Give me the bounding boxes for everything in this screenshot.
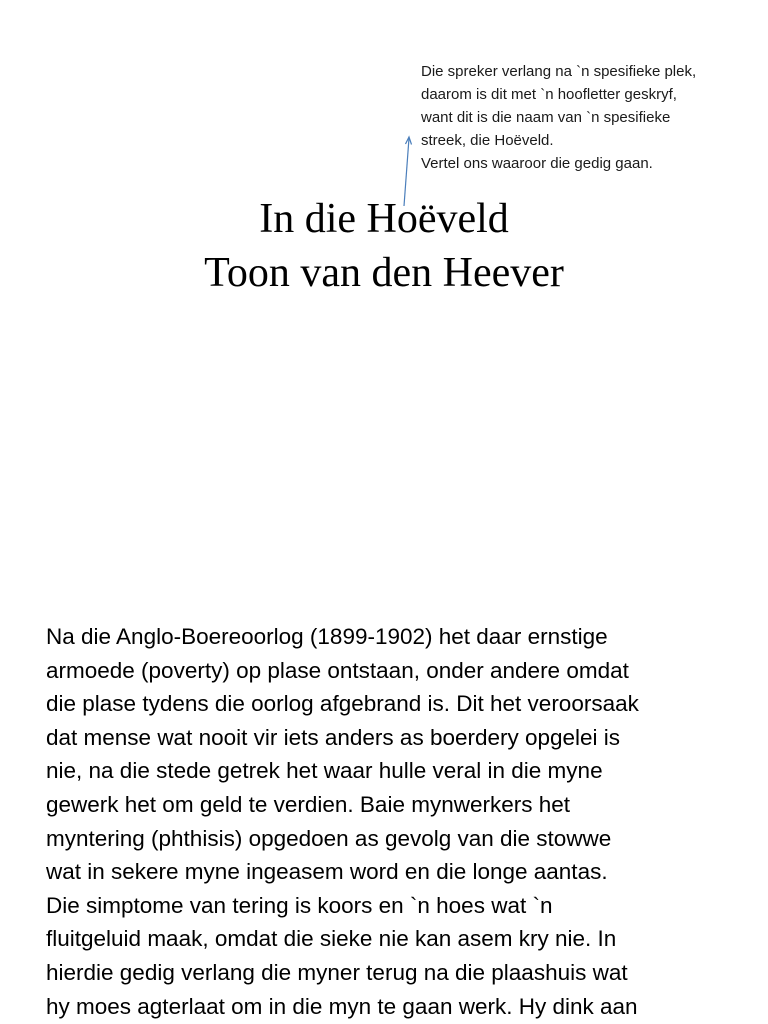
- poem-author: Toon van den Heever: [204, 250, 564, 296]
- background-paragraph: [46, 620, 758, 1023]
- paragraph-line: Die simptome van tering is koors en `n hoes wat `n: [46, 892, 553, 918]
- paragraph-line: nie, na die stede getrek het waar hulle veral in die myne: [46, 758, 603, 784]
- paragraph-line: dat mense wat nooit vir iets anders as boerdery opgelei is: [46, 724, 621, 750]
- paragraph-line: Na die Anglo-Boereoorlog (1899-1902) het daar ernstige: [46, 624, 608, 649]
- paragraph-line: fluitgeluid maak, omdat die sieke nie kan asem kry nie. In: [46, 926, 617, 952]
- paragraph-line: die plase tydens die oorlog afgebrand is. Dit het veroorsaak: [46, 691, 639, 717]
- poem-title: In die Hoëveld: [259, 196, 509, 242]
- paragraph-line: gewerk het om geld te verdien. Baie mynwerkers het: [46, 791, 571, 817]
- paragraph-line: hy moes agterlaat om in die myn te gaan werk. Hy dink aan: [46, 993, 638, 1019]
- annotation-note: [421, 60, 761, 175]
- poem-title-block: [0, 192, 768, 300]
- annotation-line: want dit is die naam van `n spesifieke: [421, 109, 671, 126]
- paragraph-line: wat in sekere myne ingeasem word en die longe aantas.: [46, 859, 608, 885]
- annotation-line: daarom is dit met `n hoofletter geskryf,: [421, 86, 677, 103]
- paragraph-line: armoede (poverty) op plase ontstaan, onder andere omdat: [46, 657, 629, 683]
- annotation-line: streek, die Hoëveld.: [421, 132, 554, 149]
- paragraph-line: hierdie gedig verlang die myner terug na die plaashuis wat: [46, 959, 628, 985]
- annotation-line: Die spreker verlang na `n spesifieke plek,: [421, 63, 697, 80]
- annotation-line: Vertel ons waaroor die gedig gaan.: [421, 155, 653, 172]
- paragraph-line: myntering (phthisis) opgedoen as gevolg van die stowwe: [46, 825, 612, 851]
